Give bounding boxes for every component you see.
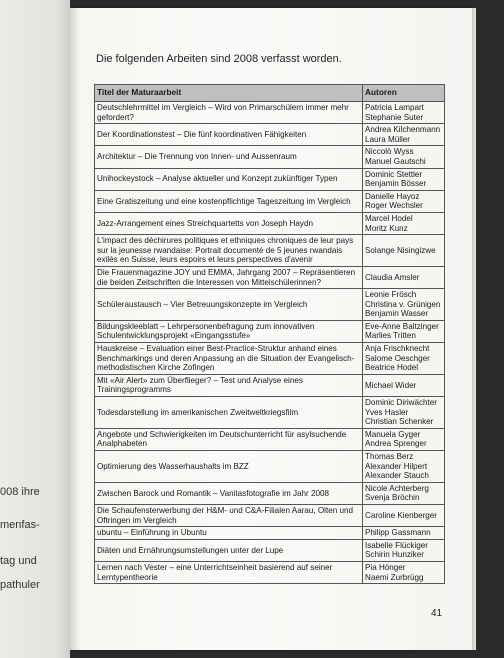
author-name: Alexander Hilpert xyxy=(365,461,428,471)
author-name: Michael Wider xyxy=(365,380,417,390)
thesis-title: Eine Gratiszeitung und eine kostenpflichtige Tageszeitung im Vergleich xyxy=(95,190,363,212)
left-page-text: 008 ihre xyxy=(0,486,40,498)
author-name: Salome Oeschger xyxy=(365,353,430,363)
author-name: Moritz Kunz xyxy=(365,223,408,233)
author-name: Naemi Zurbrügg xyxy=(365,572,424,582)
thesis-title: L'impact des déchirures politiques et ethniques chroniques de leur pays sur la jeunesse rwandaise: Portrait documenté de 5 jeunes rwandais exilés en Suisse, leurs espoirs et leurs perspectives d'avenir xyxy=(95,235,363,267)
thesis-authors xyxy=(363,146,445,168)
author-name: Roger Wechsler xyxy=(365,201,423,211)
author-name: Manuela Gyger xyxy=(365,429,421,439)
thesis-authors xyxy=(363,428,445,450)
left-page xyxy=(0,0,70,658)
page-number: 41 xyxy=(431,608,443,619)
thesis-title: Die Schaufensterwerbung der H&M- und C&A-Filialen Aarau, Olten und Oftringen im Vergleich xyxy=(95,504,363,526)
thesis-authors xyxy=(363,397,445,429)
table-row xyxy=(95,124,445,146)
author-name: Andrea Sprenger xyxy=(365,439,427,449)
table-row xyxy=(95,343,445,375)
thesis-authors xyxy=(363,320,445,342)
author-name: Laura Müller xyxy=(365,134,410,144)
author-name: Marlies Tritten xyxy=(365,331,416,341)
left-page-text: tag und xyxy=(0,555,37,567)
table-row xyxy=(95,266,445,288)
header-authors: Autoren xyxy=(363,85,445,102)
table-row xyxy=(95,539,445,561)
thesis-authors xyxy=(363,266,445,288)
thesis-authors xyxy=(363,374,445,396)
thesis-authors xyxy=(363,343,445,375)
table-row xyxy=(95,146,445,168)
thesis-authors xyxy=(363,527,445,540)
author-name: Thomas Berz xyxy=(365,452,414,461)
thesis-title: Deutschlehrmittel im Vergleich – Wird von Primarschülern immer mehr gefordert? xyxy=(95,102,363,124)
author-name: Danielle Hayoz xyxy=(365,191,420,201)
table-row xyxy=(95,320,445,342)
author-name: Pia Hönger xyxy=(365,562,406,572)
thesis-authors xyxy=(363,482,445,504)
left-page-text: menfas- xyxy=(0,519,40,531)
table-row xyxy=(95,397,445,429)
thesis-authors xyxy=(363,212,445,234)
table-row xyxy=(95,504,445,526)
table-body xyxy=(95,102,445,584)
author-name: Marcel Hodel xyxy=(365,213,413,223)
thesis-table xyxy=(94,84,445,584)
document-page xyxy=(70,8,472,650)
author-name: Isabelle Flückiger xyxy=(365,540,428,550)
thesis-title: Schüleraustausch – Vier Betreuungskonzepte im Vergleich xyxy=(95,289,363,321)
author-name: Manuel Gautschi xyxy=(365,156,426,166)
table-row xyxy=(95,235,445,267)
author-name: Dominic Stettler xyxy=(365,169,423,179)
author-name: Anja Frischknecht xyxy=(365,344,430,354)
page-edge xyxy=(472,8,476,650)
intro-text: Die folgenden Arbeiten sind 2008 verfasst worden. xyxy=(96,53,342,65)
author-name: Svenja Bröchin xyxy=(365,493,420,503)
author-name: Beatrice Hodel xyxy=(365,363,419,373)
thesis-authors xyxy=(363,168,445,190)
thesis-authors xyxy=(363,539,445,561)
author-name: Christian Schenker xyxy=(365,417,434,427)
table-row xyxy=(95,527,445,540)
thesis-title: Diäten und Ernährungsumstellungen unter der Lupe xyxy=(95,539,363,561)
thesis-title: Lernen nach Vester – eine Unterrichtseinheit basierend auf seiner Lerntypentheorie xyxy=(95,561,363,583)
thesis-title: Architektur – Die Trennung von Innen- und Aussenraum xyxy=(95,146,363,168)
thesis-title: Todesdarstellung im amerikanischen Zweitweltkriegsfilm xyxy=(95,397,363,429)
author-name: Benjamin Bösser xyxy=(365,179,427,189)
author-name: Andrea Kilchenmann xyxy=(365,125,441,135)
author-name: Philipp Gassmann xyxy=(365,528,431,538)
thesis-authors xyxy=(363,561,445,583)
author-name: Alexander Stauch xyxy=(365,471,429,481)
table-row xyxy=(95,374,445,396)
thesis-authors xyxy=(363,504,445,526)
thesis-title: Angebote und Schwierigkeiten im Deutschunterricht für asylsuchende Analphabeten xyxy=(95,428,363,450)
thesis-title: Optimierung des Wasserhaushalts im BZZ xyxy=(95,451,363,483)
thesis-authors xyxy=(363,289,445,321)
author-name: Christina v. Grünigen xyxy=(365,299,441,309)
author-name: Patricia Lampart xyxy=(365,103,424,112)
thesis-authors xyxy=(363,451,445,483)
thesis-title: ubuntu – Einführung in Ubuntu xyxy=(95,527,363,540)
author-name: Eve-Anne Baltzinger xyxy=(365,321,439,331)
thesis-authors xyxy=(363,235,445,267)
thesis-authors xyxy=(363,190,445,212)
thesis-title: Hauskreise – Evaluation einer Best-Practice-Struktur anhand eines Benchmarkings und deren Anpassung an die Situation der Evangelisch-methodistischen Kirche Zofingen xyxy=(95,343,363,375)
author-name: Stephanie Suter xyxy=(365,112,424,122)
author-name: Schirin Hunziker xyxy=(365,550,424,560)
table-header-row xyxy=(95,85,445,102)
author-name: Niccolò Wyss xyxy=(365,147,414,157)
table-row xyxy=(95,190,445,212)
thesis-title: Jazz-Arrangement eines Streichquartetts von Joseph Haydn xyxy=(95,212,363,234)
author-name: Caroline Kienberger xyxy=(365,510,437,520)
thesis-authors xyxy=(363,124,445,146)
left-page-text: pathuler xyxy=(0,579,40,591)
author-name: Benjamin Wasser xyxy=(365,309,429,319)
table-row xyxy=(95,451,445,483)
author-name: Solange Nisingizwe xyxy=(365,245,436,255)
author-name: Yves Hasler xyxy=(365,407,409,417)
author-name: Claudia Amsler xyxy=(365,272,420,282)
table-row xyxy=(95,102,445,124)
author-name: Leonie Frösch xyxy=(365,290,417,300)
table-row xyxy=(95,289,445,321)
author-name: Dominic Diriwächter xyxy=(365,398,437,408)
thesis-title: Der Koordinationstest – Die fünf koordinativen Fähigkeiten xyxy=(95,124,363,146)
author-name: Nicole Achterberg xyxy=(365,483,429,493)
header-title: Titel der Maturaarbeit xyxy=(95,85,363,102)
table-row xyxy=(95,561,445,583)
table-row xyxy=(95,428,445,450)
thesis-title: Unihockeystock – Analyse aktueller und Konzept zukünftiger Typen xyxy=(95,168,363,190)
table-row xyxy=(95,168,445,190)
table-row xyxy=(95,482,445,504)
thesis-title: Bildungskleeblatt – Lehrpersonenbefragung zum innovativen Schulentwicklungsprojekt «Eingangsstufe» xyxy=(95,320,363,342)
thesis-title: Zwischen Barock und Romantik – Vanitasfotografie im Jahr 2008 xyxy=(95,482,363,504)
thesis-title: Die Frauenmagazine JOY und EMMA, Jahrgang 2007 – Repräsentieren die beiden Zeitschriften die Interessen von Mittelschülerinnen? xyxy=(95,266,363,288)
thesis-title: Mit «Air Alert» zum Überflieger? – Test und Analyse eines Trainingsprogramms xyxy=(95,374,363,396)
thesis-authors xyxy=(363,102,445,124)
table-row xyxy=(95,212,445,234)
